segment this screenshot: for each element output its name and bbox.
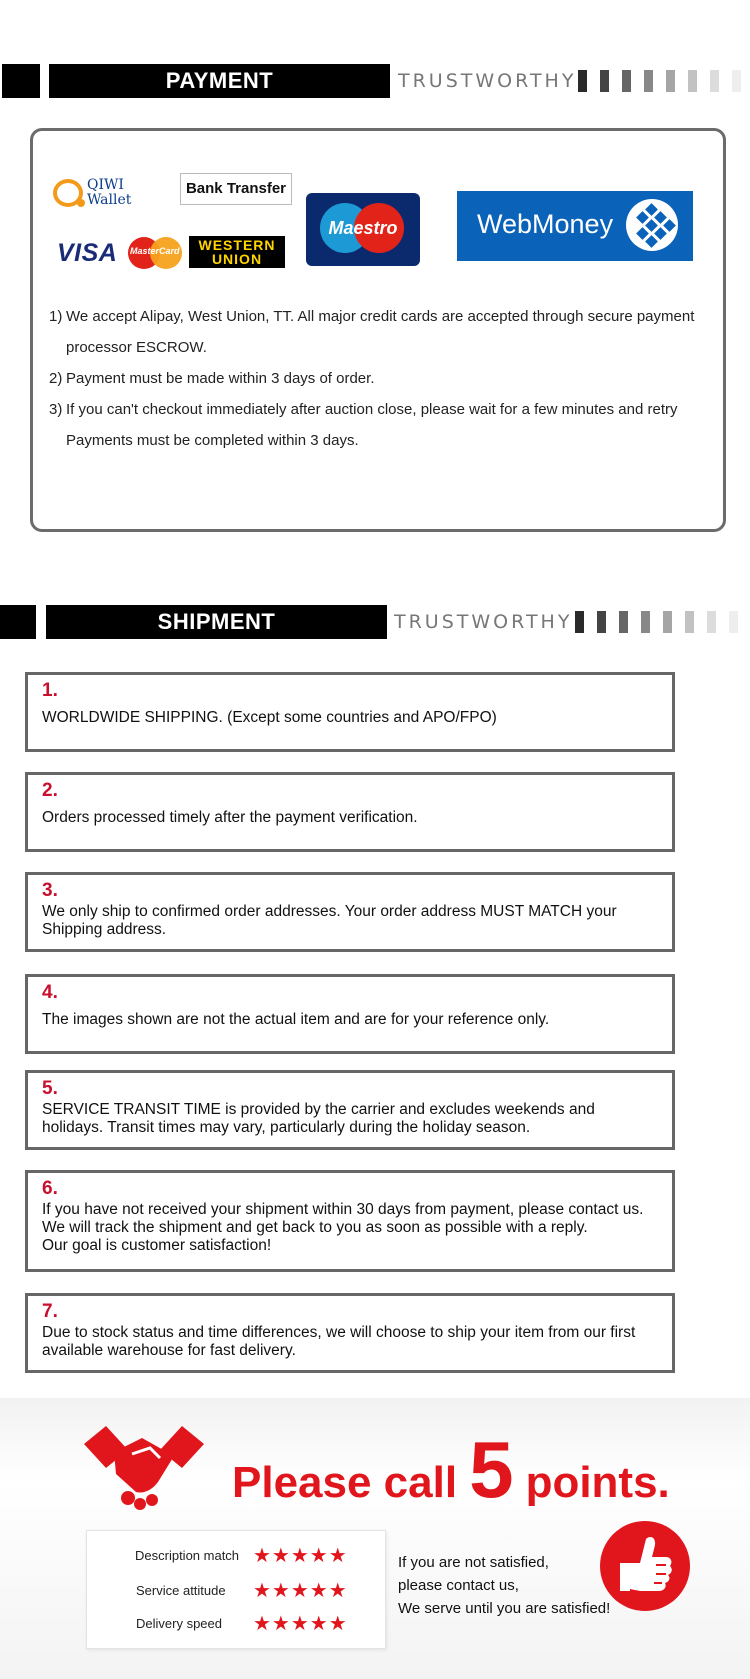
item-text: The images shown are not the actual item and are for your reference only. <box>42 1011 550 1028</box>
call-prefix: Please call <box>232 1458 458 1507</box>
item-number: 3) <box>49 401 63 418</box>
item-text: Due to stock status and time differences, we will choose to ship your item from our first available warehouse for fast delivery. <box>42 1324 636 1359</box>
rating-label: Description match <box>135 1548 240 1563</box>
rating-label: Delivery speed <box>136 1616 222 1631</box>
item-number: 6. <box>42 1178 58 1199</box>
payment-terms-list <box>49 301 709 456</box>
item-text: Payment must be made within 3 days of order. <box>66 370 375 387</box>
mastercard-logo <box>128 235 184 271</box>
western-line2: UNION <box>211 251 263 267</box>
item-number: 4. <box>42 982 58 1003</box>
item-text: Orders processed timely after the payment verification. <box>42 809 418 826</box>
call-five-points-heading <box>232 1424 670 1516</box>
star-rating-icon: ★★★★★ <box>253 1545 348 1567</box>
rating-row <box>87 1545 387 1567</box>
webmoney-logo <box>457 191 693 261</box>
bank-transfer-logo: Bank Transfer <box>180 173 292 205</box>
item-text: If you can't checkout immediately after auction close, please wait for a few minutes and retry Payments must be completed within 3 days. <box>66 401 678 449</box>
item-number: 1. <box>42 680 58 701</box>
webmoney-text: WebMoney <box>477 209 614 239</box>
shipment-header <box>0 605 750 639</box>
star-rating-icon: ★★★★★ <box>253 1580 348 1602</box>
shipment-title: SHIPMENT <box>46 605 387 639</box>
maestro-logo <box>306 193 420 266</box>
mastercard-text: MasterCard <box>130 246 180 256</box>
item-text: SERVICE TRANSIT TIME is provided by the carrier and excludes weekends and holidays. Transit times may vary, particularly during the holiday season. <box>42 1101 595 1136</box>
qiwi-wallet-logo <box>53 167 169 219</box>
message-line: please contact us, <box>398 1577 519 1594</box>
trustworthy-label: TRUSTWORTHY <box>398 70 577 92</box>
gradient-ticks <box>578 70 741 92</box>
message-line: We serve until you are satisfied! <box>398 1600 611 1617</box>
payment-header <box>0 64 750 98</box>
qiwi-line2: Wallet <box>87 192 132 208</box>
rating-label: Service attitude <box>136 1583 226 1598</box>
thumbs-up-icon <box>600 1521 690 1611</box>
payment-panel <box>30 128 726 532</box>
item-text: WORLDWIDE SHIPPING. (Except some countries and APO/FPO) <box>42 709 497 726</box>
item-number: 2. <box>42 780 58 801</box>
item-number: 3. <box>42 880 58 901</box>
maestro-text: Maestro <box>328 218 398 238</box>
item-text: We only ship to confirmed order addresses. Your order address MUST MATCH your Shipping address. <box>42 903 617 938</box>
payment-title: PAYMENT <box>49 64 390 98</box>
shipment-item <box>25 1170 675 1272</box>
shipment-item <box>25 974 675 1054</box>
rating-card <box>86 1530 386 1649</box>
call-suffix: points. <box>525 1458 670 1507</box>
item-number: 7. <box>42 1301 58 1322</box>
shipment-item <box>25 672 675 752</box>
gradient-ticks <box>575 611 738 633</box>
shipment-item <box>25 772 675 852</box>
list-item <box>49 301 709 363</box>
satisfaction-message <box>398 1551 610 1620</box>
header-lead-block <box>0 605 36 639</box>
item-text: We will track the shipment and get back to you as soon as possible with a reply. <box>42 1219 588 1236</box>
header-lead-block <box>2 64 40 98</box>
qiwi-ring-icon <box>53 179 83 207</box>
list-item <box>49 394 709 456</box>
item-number: 5. <box>42 1078 58 1099</box>
rating-row <box>87 1613 387 1635</box>
shipment-item <box>25 872 675 952</box>
star-rating-icon: ★★★★★ <box>253 1613 348 1635</box>
western-union-logo <box>189 236 285 268</box>
message-line: If you are not satisfied, <box>398 1554 549 1571</box>
visa-logo: VISA <box>57 239 118 267</box>
western-line1: WESTERN <box>198 237 276 253</box>
shipment-item <box>25 1293 675 1373</box>
rating-row <box>87 1580 387 1602</box>
item-text: Our goal is customer satisfaction! <box>42 1237 272 1254</box>
webmoney-globe-icon <box>626 199 678 251</box>
item-text: We accept Alipay, West Union, TT. All major credit cards are accepted through secure payment processor ESCROW. <box>66 308 695 356</box>
list-item <box>49 363 709 394</box>
shipment-item <box>25 1070 675 1150</box>
item-number: 1) <box>49 308 63 325</box>
trustworthy-label: TRUSTWORTHY <box>394 611 573 633</box>
handshake-icon <box>84 1422 204 1512</box>
qiwi-line1: QIWI <box>87 177 124 193</box>
item-text: If you have not received your shipment within 30 days from payment, please contact us. <box>42 1201 644 1218</box>
call-number: 5 <box>469 1425 514 1514</box>
item-number: 2) <box>49 370 63 387</box>
